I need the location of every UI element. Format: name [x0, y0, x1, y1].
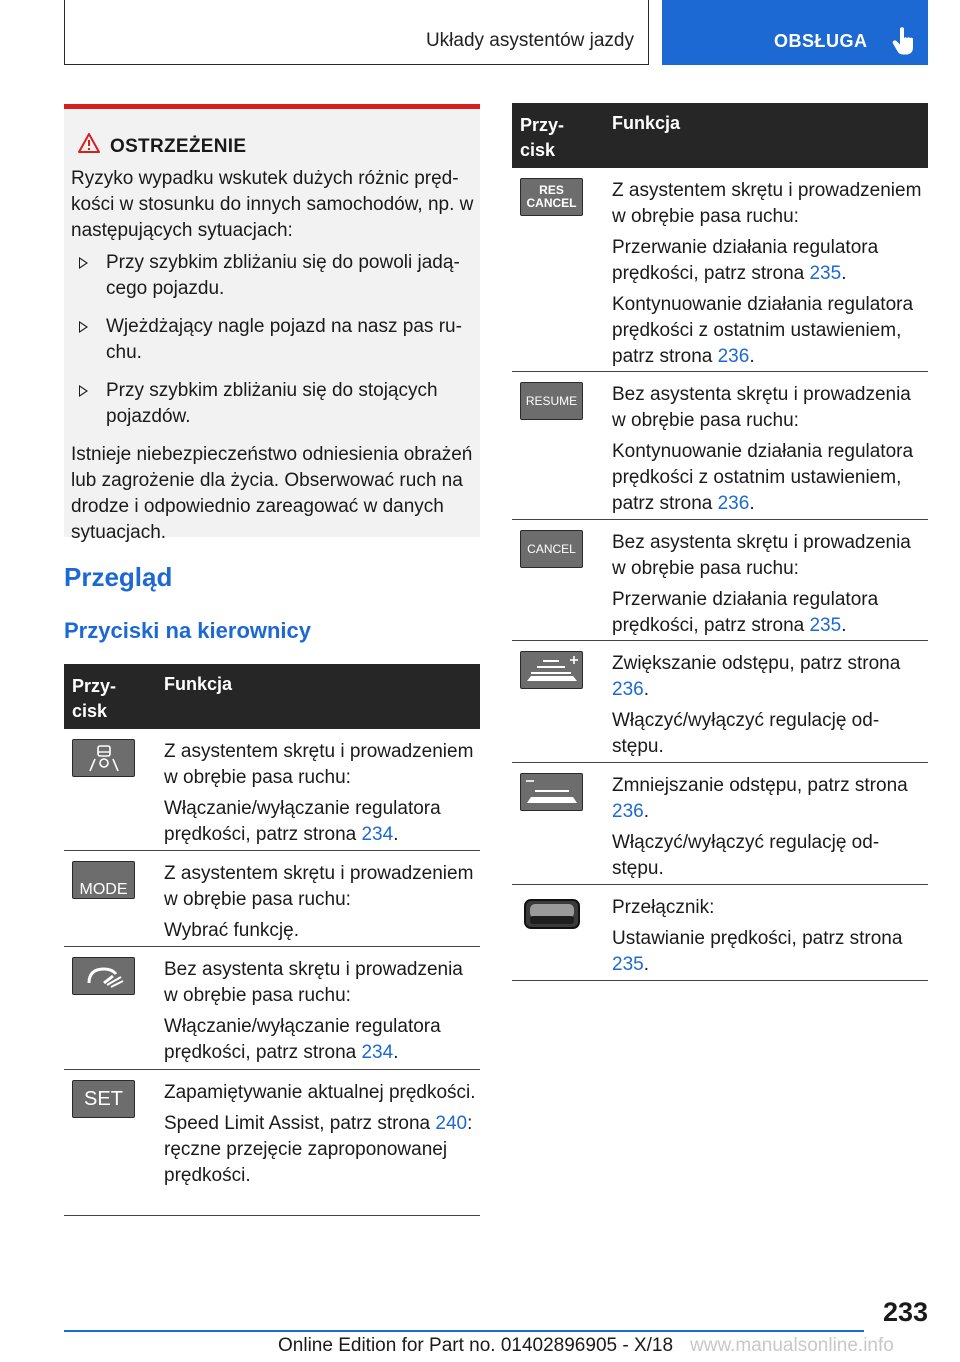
page-link[interactable]: 235 [809, 615, 842, 636]
page-link[interactable]: 236 [717, 346, 750, 367]
page-link[interactable]: 234 [361, 824, 394, 845]
page-link[interactable]: 235 [612, 954, 644, 975]
table-row [64, 947, 480, 1070]
chapter-label: OBSŁUGA [774, 31, 868, 51]
mode-icon[interactable] [72, 861, 135, 899]
function-cell [164, 739, 476, 853]
table-header [512, 103, 928, 168]
function-text: Ustawianie prędkości, patrz strona 235. [612, 928, 903, 975]
function-text: Włączyć/wyłączyć regulację odstępu. [612, 710, 880, 757]
warning-box [64, 104, 480, 543]
col-function-header: Funkcja [164, 674, 233, 694]
chapter-tab[interactable] [662, 0, 928, 65]
footer-divider [64, 1330, 864, 1332]
table-row [512, 763, 928, 885]
list-bullet-icon [79, 385, 88, 397]
set-icon[interactable] [72, 1080, 135, 1118]
res-cancel-icon[interactable] [520, 178, 583, 216]
function-cell [164, 1080, 476, 1194]
page-link[interactable]: 234 [361, 1042, 394, 1063]
function-text: Zapamiętywanie aktualnej prędkości. [164, 1082, 476, 1103]
list-item: Przy szybkim zbliżaniu się do stojących pojazdów. [71, 378, 476, 430]
function-cell [612, 382, 924, 522]
warning-body [71, 166, 476, 552]
warning-outro: Istnieje niebezpieczeństwo odniesienia obrażeń lub zagrożenie dla życia. Obserwować ruch na drodze i odpowiednio zareagować w danych sytuacjach. [71, 444, 473, 543]
button-label: RES CANCEL [526, 183, 577, 210]
rocker-switch-icon[interactable] [520, 895, 583, 933]
function-text: Przełącznik: [612, 897, 715, 918]
left-button-table [64, 664, 480, 1216]
right-button-table [512, 103, 928, 981]
table-row [64, 851, 480, 947]
table-row [512, 520, 928, 641]
table-header [64, 664, 480, 729]
button-label: MODE [79, 881, 128, 898]
cancel-icon[interactable] [520, 530, 583, 568]
warning-title: OSTRZEŻENIE [110, 136, 247, 157]
button-label: SET [84, 1087, 123, 1110]
function-cell [612, 530, 924, 644]
button-label: CANCEL [527, 541, 576, 556]
table-row [64, 1070, 480, 1216]
function-cell [612, 773, 924, 887]
page-link[interactable]: 236 [612, 801, 644, 822]
function-text: Bez asystenta skrętu i prowadzenia w obrębie pasa ruchu: [612, 384, 911, 431]
function-text: Przerwanie działania regulatora prędkości, patrz strona 235. [612, 589, 879, 636]
footer-edition: Online Edition for Part no. 01402896905 - X/18 [278, 1335, 674, 1356]
function-cell [612, 178, 924, 375]
function-text: Kontynuowanie działania regulatora prędkości z ostatnim ustawieniem, patrz strona 236. [612, 441, 914, 514]
distance-decrease-icon[interactable] [520, 773, 583, 811]
footer-site: www.manualsonline.info [690, 1335, 894, 1356]
table-row [64, 729, 480, 851]
section-title: Układy asystentów jazdy [425, 30, 634, 51]
button-label: RESUME [525, 393, 578, 408]
function-cell [612, 895, 924, 983]
list-bullet-icon [79, 321, 88, 333]
table-row [512, 641, 928, 763]
resume-icon[interactable] [520, 382, 583, 420]
distance-increase-icon[interactable] [520, 651, 583, 689]
list-bullet-icon [79, 257, 88, 269]
table-row [512, 372, 928, 520]
function-text: Włączanie/wyłączanie regulatora prędkości, patrz strona 234. [164, 1016, 441, 1063]
list-item: Przy szybkim zbliżaniu się do powoli jadącego pojazdu. [71, 250, 476, 302]
list-item: Wjeżdżający nagle pojazd na nasz pas ruchu. [71, 314, 476, 366]
warning-triangle-icon [78, 133, 100, 153]
cruise-control-icon[interactable] [72, 957, 135, 995]
page-link[interactable]: 236 [717, 493, 750, 514]
warning-intro: Ryzyko wypadku wskutek dużych różnic prędkości w stosunku do innych samochodów, np. w następujących sytuacjach: [71, 168, 474, 241]
subheading: Przyciski na kierownicy [64, 618, 312, 643]
function-text: Z asystentem skrętu i prowadzeniem w obrębie pasa ruchu: [612, 180, 922, 227]
function-text: Wybrać funkcję. [164, 920, 299, 941]
function-cell [164, 957, 476, 1071]
function-text: Przerwanie działania regulatora prędkości, patrz strona 235. [612, 237, 879, 284]
page-heading: Przegląd [64, 562, 173, 592]
warning-list [71, 250, 476, 430]
function-text: Zwiększanie odstępu, patrz strona 236. [612, 653, 901, 700]
lane-assist-icon[interactable] [72, 739, 135, 777]
function-cell [612, 651, 924, 765]
function-cell [164, 861, 476, 949]
page-link[interactable]: 236 [612, 679, 644, 700]
pointing-hand-icon [892, 26, 916, 56]
function-text: Z asystentem skrętu i prowadzeniem w obrębie pasa ruchu: [164, 863, 474, 910]
header-section-box [64, 0, 649, 65]
col-button-header: Przy- cisk [72, 676, 117, 721]
function-text: Włączanie/wyłączanie regulatora prędkości, patrz strona 234. [164, 798, 441, 845]
col-button-header: Przy- cisk [520, 115, 565, 160]
table-row [512, 885, 928, 981]
function-text: Bez asystenta skrętu i prowadzenia w obrębie pasa ruchu: [164, 959, 463, 1006]
function-text: Zmniejszanie odstępu, patrz strona 236. [612, 775, 908, 822]
page-number: 233 [882, 1297, 928, 1327]
table-row [512, 168, 928, 372]
function-text: Z asystentem skrętu i prowadzeniem w obrębie pasa ruchu: [164, 741, 474, 788]
page-link[interactable]: 240 [435, 1113, 468, 1134]
function-text: Bez asystenta skrętu i prowadzenia w obrębie pasa ruchu: [612, 532, 911, 579]
function-text: Kontynuowanie działania regulatora prędkości z ostatnim ustawieniem, patrz strona 236. [612, 294, 914, 367]
page-link[interactable]: 235 [809, 263, 842, 284]
function-text: Speed Limit Assist, patrz strona 240: ręczne przejęcie zaproponowanej prędkości. [164, 1113, 473, 1186]
function-text: Włączyć/wyłączyć regulację odstępu. [612, 832, 880, 879]
col-function-header: Funkcja [612, 113, 681, 133]
